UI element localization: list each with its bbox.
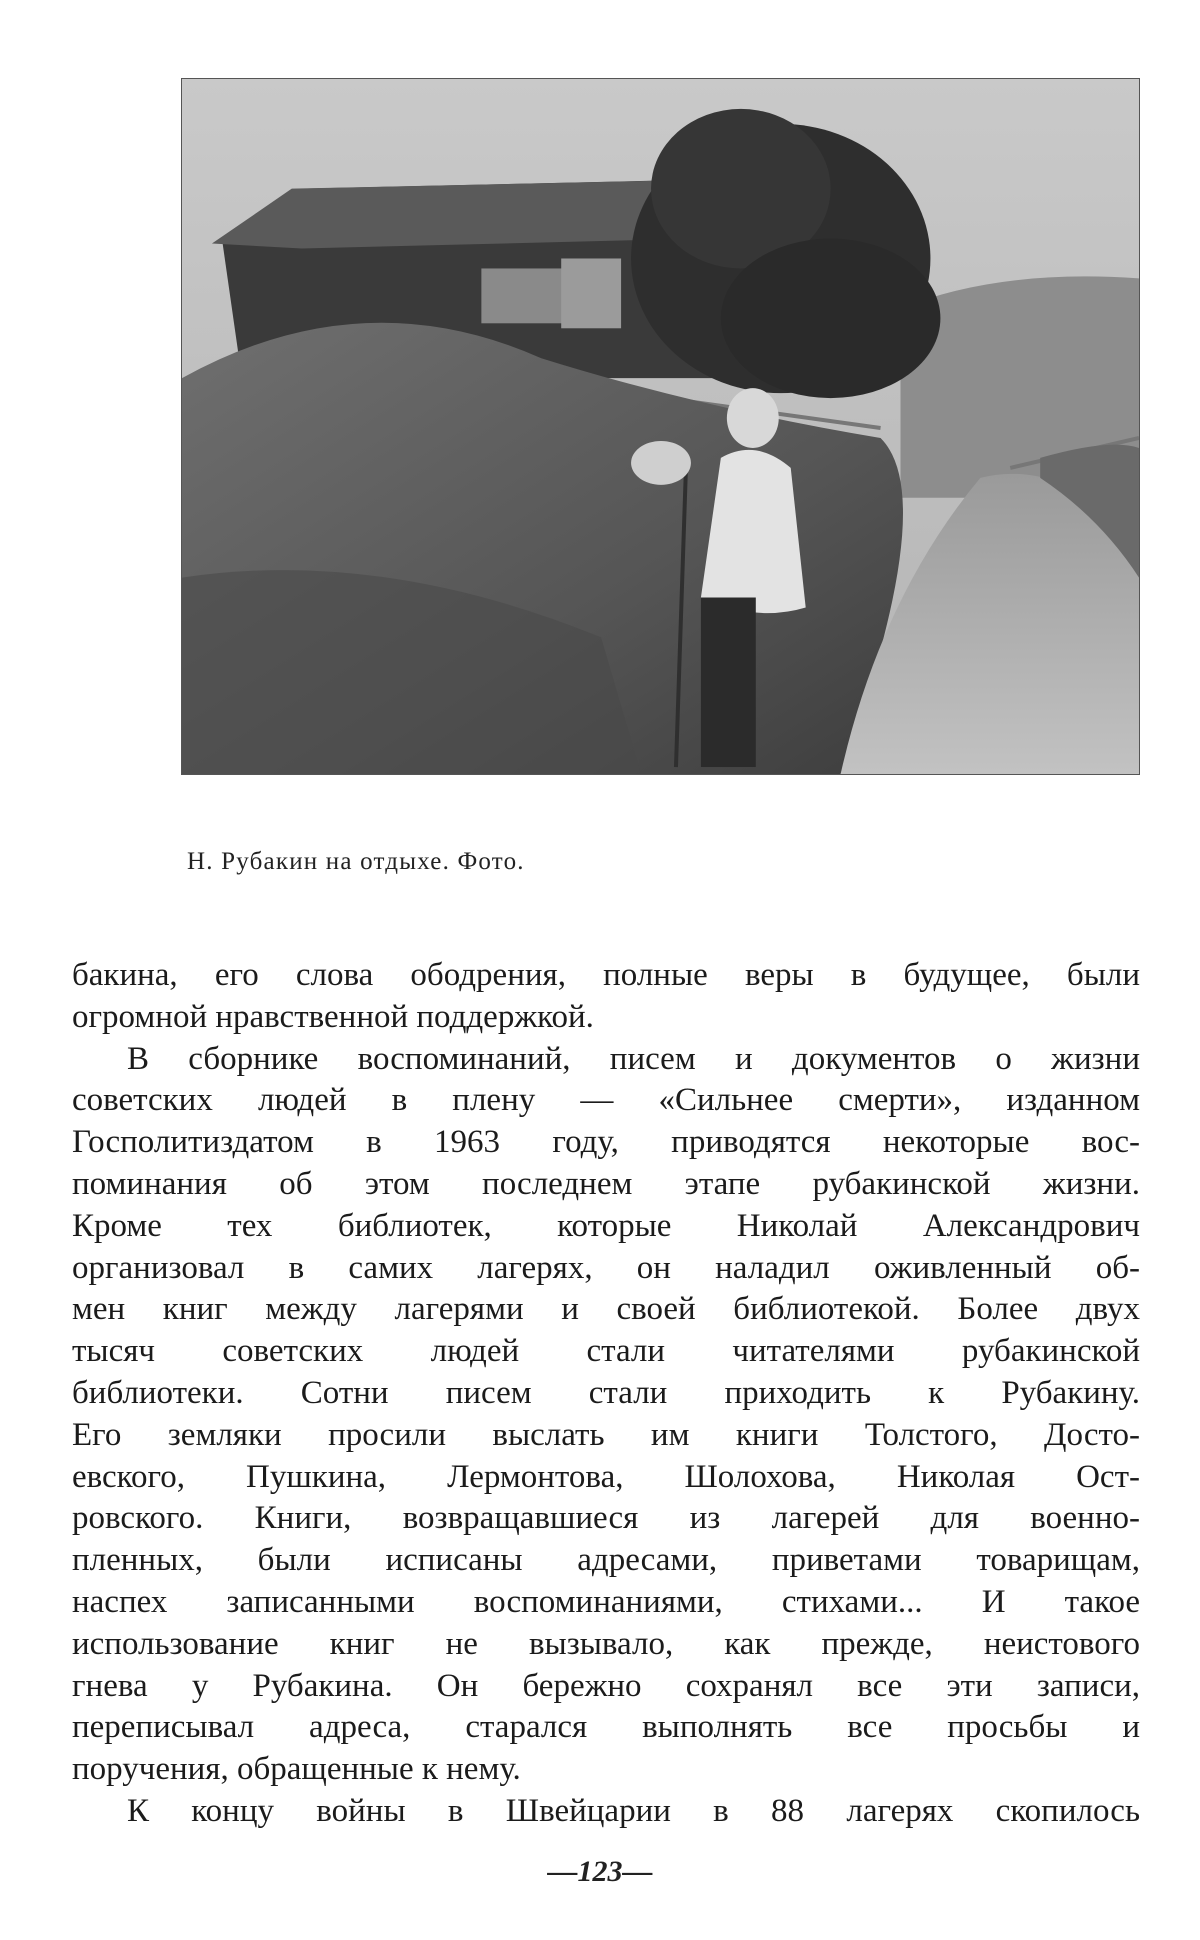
text-line: организовал в самих лагерях, он наладил оживленный об- bbox=[72, 1249, 1140, 1286]
text-line: евского, Пушкина, Лермонтова, Шолохова, Николая Ост- bbox=[72, 1458, 1140, 1495]
text-line: наспех записанными воспоминаниями, стихами... И такое bbox=[72, 1583, 1140, 1620]
text-line: Кроме тех библиотек, которые Николай Александрович bbox=[72, 1207, 1140, 1244]
text-line: мен книг между лагерями и своей библиотекой. Более двух bbox=[72, 1291, 1140, 1328]
text-line: библиотеки. Сотни писем стали приходить к Рубакину. bbox=[72, 1374, 1140, 1411]
text-line: К концу войны в Швейцарии в 88 лагерях скопилось bbox=[127, 1792, 1140, 1829]
text-line: ровского. Книги, возвращавшиеся из лагерей для военно- bbox=[72, 1500, 1140, 1537]
text-line: Его земляки просили выслать им книги Толстого, Досто- bbox=[72, 1416, 1140, 1453]
photo-rubakin-resting bbox=[181, 78, 1140, 775]
text-line: переписывал адреса, старался выполнять все просьбы и bbox=[72, 1709, 1140, 1746]
body-text bbox=[72, 955, 1140, 1833]
text-line: В сборнике воспоминаний, писем и документов о жизни bbox=[127, 1040, 1140, 1077]
text-line: Госполитиздатом в 1963 году, приводятся некоторые вос- bbox=[72, 1124, 1140, 1161]
page-number: —123— bbox=[547, 1855, 653, 1888]
text-line: гнева у Рубакина. Он бережно сохранял все эти записи, bbox=[72, 1667, 1140, 1704]
text-line: тысяч советских людей стали читателями рубакинской bbox=[72, 1333, 1140, 1370]
text-line: пленных, были исписаны адресами, приветами товарищам, bbox=[72, 1542, 1140, 1579]
text-line: поручения, обращенные к нему. bbox=[72, 1751, 521, 1788]
text-line: бакина, его слова ободрения, полные веры в будущее, были bbox=[72, 957, 1140, 993]
photo-image bbox=[182, 79, 1139, 774]
text-line: советских людей в плену — «Сильнее смерти», изданном bbox=[72, 1082, 1140, 1119]
text-line: использование книг не вызывало, как прежде, неистового bbox=[72, 1625, 1140, 1662]
photo-caption: Н. Рубакин на отдыхе. Фото. bbox=[187, 848, 525, 875]
text-line: огромной нравственной поддержкой. bbox=[72, 998, 594, 1035]
text-line: поминания об этом последнем этапе рубакинской жизни. bbox=[72, 1165, 1140, 1202]
